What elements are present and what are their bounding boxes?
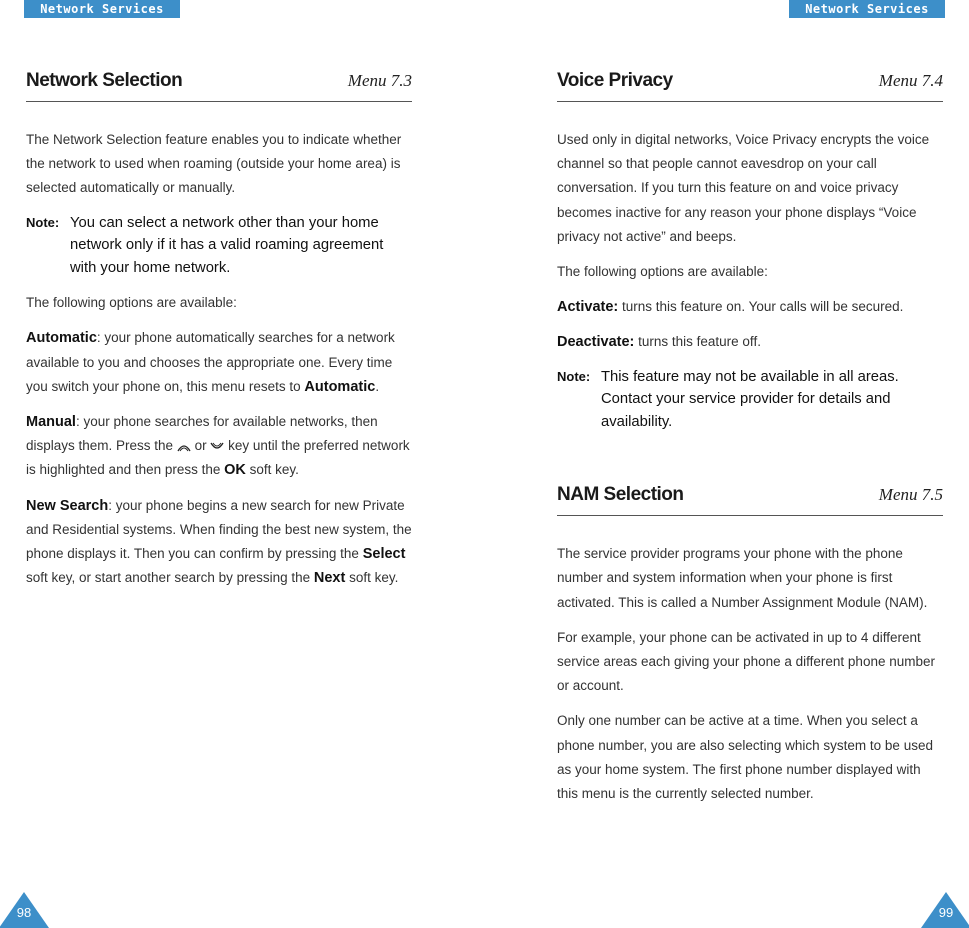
select-key-label: Select [362, 545, 406, 562]
note-label: Note: [26, 214, 60, 230]
option-text: : your phone automatically searches for a network available to you and chooses the appropriate one. Every time you switch your phone on, this menu resets to [26, 330, 395, 394]
voice-privacy-heading [557, 68, 943, 102]
nam-selection-menu-number: Menu 7.5 [878, 485, 943, 505]
options-intro: The following options are available: [557, 264, 768, 280]
option-text: : your phone begins a new search for new Private and Residential systems. When finding the best new system, the phone displays it. Then you can confirm by pressing the [26, 497, 412, 561]
voice-privacy-note [557, 366, 943, 434]
ok-key-label: OK [224, 462, 246, 479]
option-activate [557, 295, 943, 319]
note-label: Note: [557, 368, 591, 384]
option-label: New Search [26, 497, 109, 514]
option-new-search [26, 494, 412, 591]
nam-paragraph-2: For example, your phone can be activated in up to 4 different service areas each giving your phone a different phone number or account. [557, 629, 935, 694]
option-label: Deactivate: [557, 334, 635, 351]
option-text: key until the preferred network is highlighted and then press the [26, 438, 410, 478]
page-number-right: 99 [938, 905, 954, 920]
network-selection-title: Network Selection [26, 70, 183, 91]
network-selection-intro: The Network Selection feature enables you to indicate whether the network to used when roaming (outside your home area) is selected automatically or manually. [26, 132, 402, 196]
nam-paragraph-1: The service provider programs your phone with the phone number and system information when your phone is first activated. This is called a Number Assignment Module (NAM). [557, 546, 928, 610]
option-text: turns this feature off. [634, 334, 761, 350]
option-text: soft key. [345, 570, 399, 586]
section-tab-left: Network Services [24, 0, 180, 18]
voice-privacy-menu-number: Menu 7.4 [878, 71, 943, 90]
option-label: Activate: [557, 299, 619, 316]
right-page-column [557, 68, 943, 817]
next-key-label: Next [313, 570, 346, 587]
option-bold-term: Automatic [304, 378, 376, 395]
option-deactivate [557, 330, 943, 354]
option-manual [26, 410, 412, 483]
network-selection-heading [26, 68, 412, 102]
option-text-or: or [190, 438, 211, 454]
options-intro: The following options are available: [26, 295, 237, 311]
option-label: Automatic [26, 330, 97, 347]
option-text: soft key, or start another search by pressing the [26, 570, 314, 586]
option-automatic [26, 326, 412, 399]
page-number-left: 98 [16, 905, 32, 920]
option-label: Manual [26, 413, 76, 430]
note-text: This feature may not be available in all areas. Contact your service provider for details and availability. [601, 368, 899, 430]
option-text: soft key. [245, 462, 299, 478]
option-text-end: . [375, 378, 380, 394]
nam-selection-title: NAM Selection [557, 484, 684, 506]
option-text: turns this feature on. Your calls will be secured. [618, 299, 904, 315]
note-text: You can select a network other than your home network only if it has a valid roaming agreement with your home network. [70, 214, 384, 276]
voice-privacy-intro: Used only in digital networks, Voice Privacy encrypts the voice channel so that people cannot eavesdrop on your call conversation. If you turn this feature on and voice privacy becomes inactive for any reason your phone displays “Voice privacy not active” and beeps. [557, 132, 930, 244]
section-tab-right: Network Services [789, 0, 945, 18]
nam-paragraph-3: Only one number can be active at a time. When you select a phone number, you are also selecting which system to be used as your home system. The first phone number displayed with this menu is the currently selected number. [557, 713, 933, 801]
option-text: : your phone searches for available networks, then displays them. Press the [26, 413, 378, 454]
left-page-column [26, 68, 412, 601]
network-selection-menu-number: Menu 7.3 [347, 71, 412, 90]
up-key-icon [177, 442, 191, 452]
down-key-icon [210, 442, 224, 452]
voice-privacy-title: Voice Privacy [557, 70, 673, 91]
nam-selection-heading [557, 482, 943, 516]
network-selection-note [26, 212, 412, 280]
